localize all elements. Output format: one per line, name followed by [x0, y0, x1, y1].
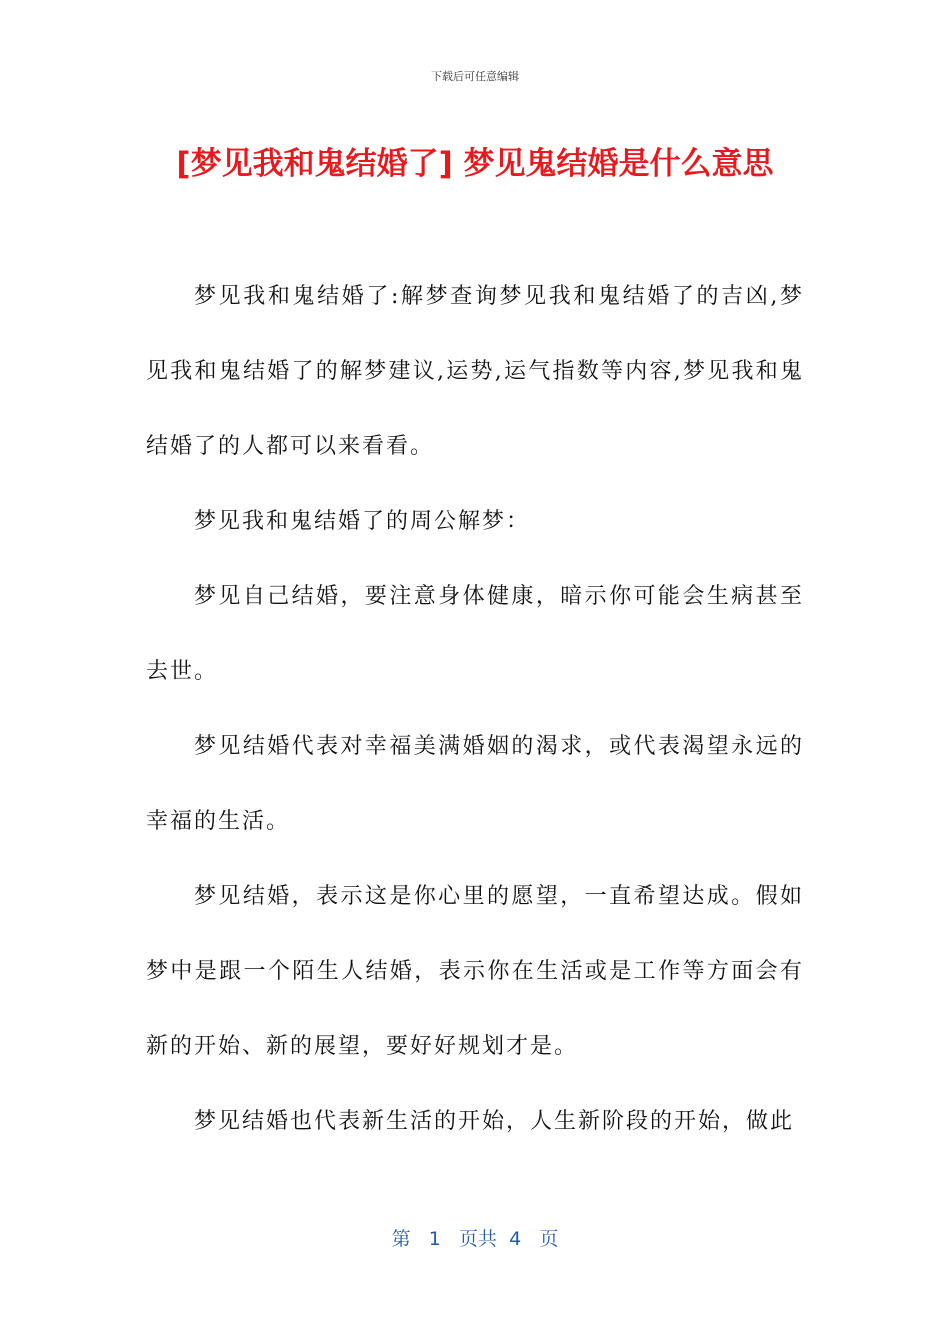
footer-current-page: 1 — [428, 1228, 441, 1250]
footer-page-prefix: 第 — [391, 1228, 411, 1250]
paragraph-4: 梦见结婚也代表新生活的开始，人生新阶段的开始，做此 — [194, 1109, 795, 1134]
paragraph-intro: 梦见我和鬼结婚了:解梦查询梦见我和鬼结婚了的吉凶,梦见我和鬼结婚了的解梦建议,运势,运气指数等内容,梦见我和鬼结婚了的人都可以来看看。 — [146, 284, 804, 459]
header-note: 下载后可任意编辑 — [431, 70, 519, 83]
document-title: [梦见我和鬼结婚了] 梦见鬼结婚是什么意思 — [176, 146, 774, 182]
page-footer — [0, 1224, 950, 1251]
document-body — [146, 259, 804, 1159]
paragraph-heading: 梦见我和鬼结婚了的周公解梦： — [194, 509, 531, 534]
paragraph-1: 梦见自己结婚，要注意身体健康，暗示你可能会生病甚至去世。 — [146, 584, 804, 684]
footer-page-middle: 页共 — [459, 1228, 498, 1250]
paragraph-3: 梦见结婚，表示这是你心里的愿望，一直希望达成。假如梦中是跟一个陌生人结婚，表示你在生活或是工作等方面会有新的开始、新的展望，要好好规划才是。 — [146, 884, 804, 1059]
footer-total-pages: 4 — [509, 1228, 522, 1250]
paragraph-2: 梦见结婚代表对幸福美满婚姻的渴求，或代表渴望永远的幸福的生活。 — [146, 734, 804, 834]
footer-page-suffix: 页 — [539, 1228, 559, 1250]
